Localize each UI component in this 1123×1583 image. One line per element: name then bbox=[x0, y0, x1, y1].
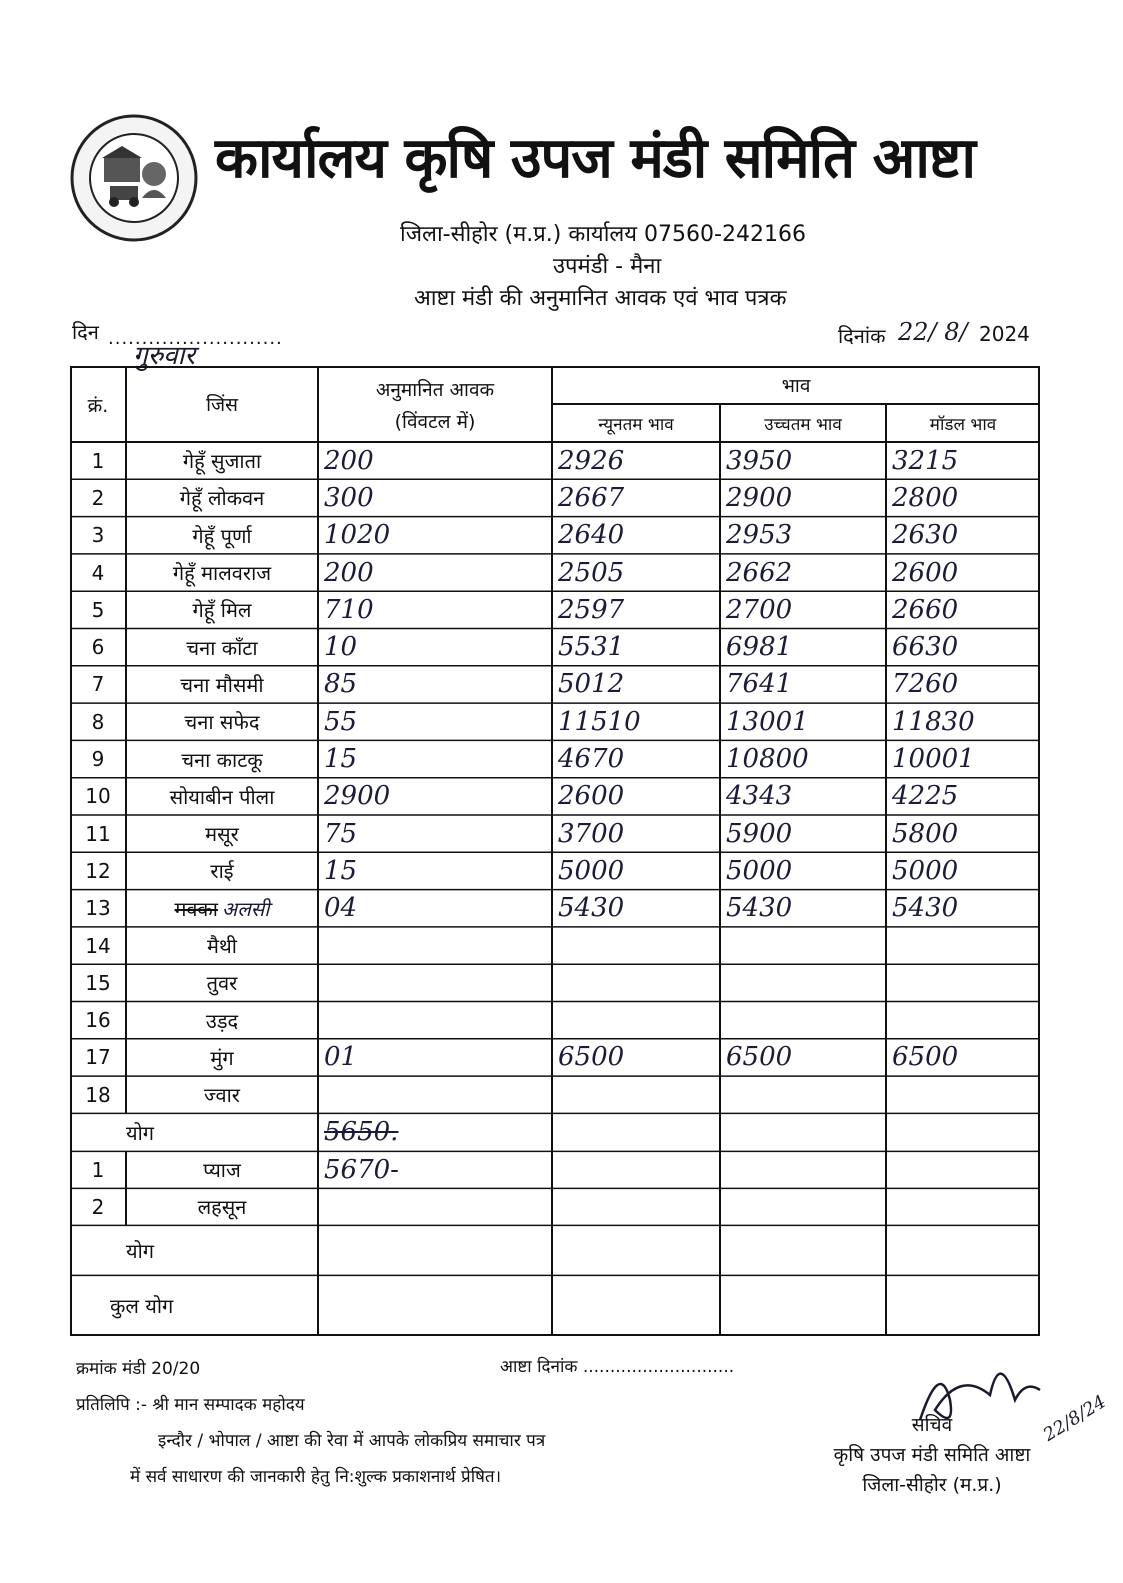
table-cell-arrival: 710 bbox=[324, 594, 374, 625]
table-cell-name: गेहूँ मिल bbox=[192, 598, 252, 623]
table-cell-max: 2700 bbox=[726, 594, 793, 625]
reference-number: क्रमांक मंडी 20/20 bbox=[76, 1359, 201, 1379]
table-cell-min: 5531 bbox=[558, 632, 625, 663]
table-cell-name: चना काटकू bbox=[181, 747, 263, 772]
table-cell-name: चना काँटा bbox=[186, 635, 258, 660]
day-dots: .......................... bbox=[108, 328, 283, 349]
table-cell-modal: 2630 bbox=[892, 520, 959, 551]
date-year: 2024 bbox=[979, 322, 1030, 346]
form-title: आष्टा मंडी की अनुमानित आवक एवं भाव पत्रक bbox=[414, 286, 787, 311]
table-cell-arrival bbox=[318, 1002, 558, 1039]
table-cell-modal bbox=[886, 1076, 1046, 1113]
day-label: दिन bbox=[72, 320, 99, 344]
table-cell-max: 10800 bbox=[726, 744, 809, 775]
copy-to-line-3: में सर्व साधारण की जानकारी हेतु नि:शुल्क प्रकाशनार्थ प्रेषित। bbox=[130, 1467, 502, 1487]
table-cell-arrival: 2900 bbox=[324, 781, 391, 812]
table-cell-arrival: 01 bbox=[324, 1042, 358, 1073]
table-cell-sn: 8 bbox=[91, 709, 105, 734]
table-cell-modal bbox=[886, 964, 1046, 1001]
signature-block bbox=[812, 1410, 1052, 1500]
table-cell-name: तुवर bbox=[206, 971, 238, 996]
table-cell-min: 2667 bbox=[558, 482, 625, 513]
table-cell-sn: 18 bbox=[85, 1082, 111, 1107]
veg-name: लहसून bbox=[197, 1195, 247, 1220]
table-cell-sn: 3 bbox=[91, 523, 105, 548]
office-title: कार्यालय कृषि उपज मंडी समिति आष्टा bbox=[215, 126, 976, 191]
table-cell-arrival bbox=[318, 1076, 558, 1113]
table-cell-modal: 5800 bbox=[892, 818, 959, 849]
table-cell-max bbox=[720, 1076, 892, 1113]
secretary-title: सचिव bbox=[911, 1414, 953, 1436]
mandi-seal-logo bbox=[68, 112, 200, 244]
table-cell-max bbox=[720, 964, 892, 1001]
table-cell-modal: 2600 bbox=[892, 557, 959, 588]
table-cell-name: मैथी bbox=[207, 934, 237, 959]
copy-to-line-2: इन्दौर / भोपाल / आष्टा की रेवा में आपके लोकप्रिय समाचार पत्र bbox=[158, 1431, 546, 1451]
table-cell-max: 7641 bbox=[726, 669, 793, 700]
table-cell-max: 5900 bbox=[726, 818, 793, 849]
veg-name: प्याज bbox=[203, 1158, 241, 1183]
table-cell-name: राई bbox=[210, 859, 234, 884]
table-cell-sn: 10 bbox=[85, 784, 111, 809]
table-cell-min: 2597 bbox=[558, 594, 625, 625]
table-cell-modal bbox=[886, 1002, 1046, 1039]
table-cell-arrival bbox=[318, 964, 558, 1001]
table-cell-name bbox=[126, 890, 318, 927]
table-cell-name: गेहूँ सुजाता bbox=[182, 449, 262, 474]
table-cell-arrival: 15 bbox=[324, 744, 358, 775]
table-cell-max: 6500 bbox=[726, 1042, 793, 1073]
table-cell-modal: 2660 bbox=[892, 594, 959, 625]
table-cell-sn: 9 bbox=[91, 747, 105, 772]
grand-total-label: कुल योग bbox=[110, 1293, 174, 1318]
table-cell-modal: 3215 bbox=[892, 445, 959, 476]
veg-serial: 1 bbox=[91, 1157, 105, 1182]
table-cell-max: 2953 bbox=[726, 520, 793, 551]
table-cell-name: गेहूँ लोकवन bbox=[179, 486, 265, 511]
col-modal-header: मॉडल भाव bbox=[929, 414, 997, 435]
col-arrival-header: अनुमानित आवक bbox=[375, 379, 495, 401]
date-label: दिनांक bbox=[838, 324, 886, 348]
table-cell-arrival: 75 bbox=[324, 818, 358, 849]
price-table bbox=[70, 366, 1040, 1336]
table-cell-sn: 5 bbox=[91, 597, 105, 622]
table-cell-max: 2662 bbox=[726, 557, 793, 588]
table-cell-sn: 14 bbox=[85, 933, 111, 958]
table-cell-arrival bbox=[318, 927, 558, 964]
copy-to-line: प्रतिलिपि :- श्री मान सम्पादक महोदय bbox=[76, 1395, 305, 1415]
table-cell-min bbox=[552, 927, 726, 964]
table-cell-min: 3700 bbox=[558, 818, 625, 849]
table-cell-arrival: 300 bbox=[324, 482, 374, 513]
ashta-date: आष्टा दिनांक ............................ bbox=[500, 1357, 735, 1377]
table-cell-name: गेहूँ पूर्णा bbox=[192, 523, 252, 548]
table-cell-min bbox=[552, 1002, 726, 1039]
table-cell-min: 2926 bbox=[558, 445, 625, 476]
table-cell-min: 5000 bbox=[558, 855, 625, 886]
table-cell-max: 3950 bbox=[726, 445, 793, 476]
table-cell-min: 5012 bbox=[558, 669, 625, 700]
table-cell-sn: 13 bbox=[85, 896, 111, 921]
table-cell-max: 5000 bbox=[726, 855, 793, 886]
table-cell-max: 4343 bbox=[726, 781, 793, 812]
table-cell-modal bbox=[886, 927, 1046, 964]
table-cell-sn: 17 bbox=[85, 1045, 111, 1070]
table-cell-name: चना मौसमी bbox=[180, 672, 264, 697]
col-arrival-unit: (विंवटल में) bbox=[394, 411, 476, 433]
table-cell-min: 5430 bbox=[558, 893, 625, 924]
veg-arrival bbox=[318, 1188, 558, 1225]
table-cell-min: 2600 bbox=[558, 781, 625, 812]
table-cell-sn: 12 bbox=[85, 858, 111, 883]
table-cell-min: 2505 bbox=[558, 557, 625, 588]
table-cell-name: उड़द bbox=[205, 1008, 239, 1033]
handwritten-commodity-name: अलसी bbox=[221, 896, 270, 921]
table-cell-sn: 2 bbox=[91, 485, 105, 510]
table-cell-name: मुंग bbox=[210, 1045, 234, 1070]
table-cell-max: 13001 bbox=[726, 706, 809, 737]
table-cell-name: चना सफेद bbox=[184, 710, 260, 735]
table-cell-arrival: 200 bbox=[324, 557, 374, 588]
table-cell-max: 6981 bbox=[726, 632, 793, 663]
table-cell-name: मसूर bbox=[205, 822, 239, 847]
secretary-district: जिला-सीहोर (म.प्र.) bbox=[862, 1474, 1002, 1496]
table-cell-name: सोयाबीन पीला bbox=[169, 784, 275, 809]
veg-serial: 2 bbox=[91, 1194, 105, 1219]
table-cell-max: 5430 bbox=[726, 893, 793, 924]
table-cell-modal: 5430 bbox=[892, 893, 959, 924]
table-cell-sn: 15 bbox=[85, 970, 111, 995]
date-value: 22/ 8/ bbox=[898, 318, 968, 346]
table-cell-modal: 2800 bbox=[892, 482, 959, 513]
struck-commodity-name: मक्का bbox=[174, 896, 218, 921]
sub-mandi: उपमंडी - मैना bbox=[553, 254, 662, 279]
col-max-header: उच्चतम भाव bbox=[764, 414, 842, 435]
table-cell-min bbox=[552, 1076, 726, 1113]
table-cell-arrival: 200 bbox=[324, 445, 374, 476]
veg-arrival: 5670- bbox=[324, 1154, 399, 1185]
total-label: योग bbox=[126, 1120, 155, 1145]
table-cell-max bbox=[720, 1002, 892, 1039]
col-price-header: भाव bbox=[781, 375, 811, 397]
table-cell-min: 2640 bbox=[558, 520, 625, 551]
table-cell-modal: 5000 bbox=[892, 855, 959, 886]
table-cell-arrival: 1020 bbox=[324, 520, 391, 551]
table-cell-modal: 10001 bbox=[892, 744, 975, 775]
total-arrival: 5650. bbox=[324, 1117, 399, 1148]
table-cell-arrival: 85 bbox=[324, 669, 358, 700]
table-cell-modal: 4225 bbox=[892, 781, 959, 812]
table-cell-sn: 4 bbox=[91, 560, 105, 585]
col-commodity-header: जिंस bbox=[206, 394, 238, 416]
table-cell-name: गेहूँ मालवराज bbox=[172, 561, 272, 586]
table-cell-sn: 7 bbox=[91, 672, 105, 697]
col-serial-header: क्रं. bbox=[87, 395, 109, 417]
table-cell-max bbox=[720, 927, 892, 964]
table-cell-name: ज्वार bbox=[204, 1083, 240, 1108]
table-cell-arrival: 55 bbox=[324, 706, 358, 737]
table-cell-max: 2900 bbox=[726, 482, 793, 513]
table-cell-modal: 11830 bbox=[892, 706, 975, 737]
day-value: गुरुवार bbox=[133, 341, 196, 371]
secretary-org: कृषि उपज मंडी समिति आष्टा bbox=[833, 1444, 1031, 1466]
table-cell-min: 6500 bbox=[558, 1042, 625, 1073]
table-cell-arrival: 04 bbox=[324, 893, 358, 924]
table-cell-arrival: 10 bbox=[324, 632, 358, 663]
signature-date: 22/8/24 bbox=[1039, 1391, 1110, 1446]
address-line: जिला-सीहोर (म.प्र.) कार्यालय 07560-242166 bbox=[400, 222, 806, 247]
table-cell-sn: 6 bbox=[91, 635, 105, 660]
table-cell-min: 11510 bbox=[558, 706, 641, 737]
table-cell-min: 4670 bbox=[558, 744, 625, 775]
table-cell-min bbox=[552, 964, 726, 1001]
table-cell-sn: 11 bbox=[85, 821, 111, 846]
total-label-2: योग bbox=[126, 1238, 155, 1263]
table-cell-sn: 16 bbox=[85, 1008, 111, 1033]
table-cell-modal: 6630 bbox=[892, 632, 959, 663]
table-cell-sn: 1 bbox=[91, 448, 105, 473]
table-cell-modal: 6500 bbox=[892, 1042, 959, 1073]
table-cell-arrival: 15 bbox=[324, 855, 358, 886]
table-cell-modal: 7260 bbox=[892, 669, 959, 700]
col-min-header: न्यूनतम भाव bbox=[598, 414, 674, 435]
